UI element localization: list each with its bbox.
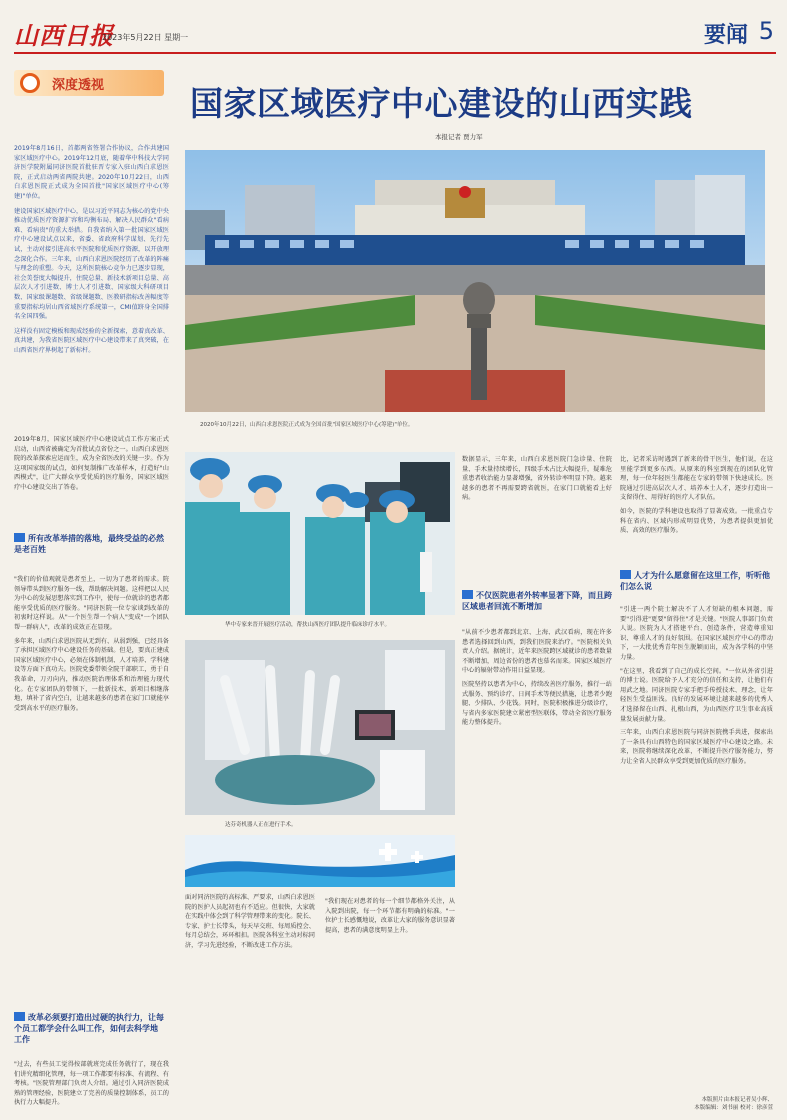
col-d-paragraph-3: "引进一两个院士解决不了人才短缺的根本问题，需要"引得进"更要"留得住"才是关键。"医院人事部门负责人说。医院为人才搭建平台、创造条件，营造尊重知识、尊重人才的良好氛围。在国家区域医疗中心的带动下，一大批优秀青年医生脱颖而出，成为各学科的中坚力量。 <box>620 606 773 661</box>
photo2-caption: 达芬奇机器人正在进行手术。 <box>225 822 297 828</box>
page-headline: 国家区域医疗中心建设的山西实践 <box>190 84 693 123</box>
page-number: 5 <box>758 17 774 45</box>
issue-date: 2023年5月22日 星期一 <box>102 33 189 42</box>
footer-photo-credit: 本版照片由本报记者吴小辉、 <box>701 1097 773 1103</box>
text-column-d2 <box>620 605 773 1080</box>
col-a-paragraph-2: "我们的价值观就是患者至上，一切为了患者的需求。院领导带头到医疗服务一线，帮助解决问题。这样把以人民为中心的发展思想落实到工作中，使每一位就诊的患者都能享受优质的医疗服务。"同济医院一位专家谈到改革的初衷时这样说。从"一个医生帮一个病人"变成"一个团队帮一群病人"，改革的成效正在显现。 <box>14 576 169 631</box>
col-d-paragraph-5: 三年来，山西白求恩医院与同济医院携手共进，探索出了一条具有山西特色的国家区域医疗中心建设之路。未来，医院将继续深化改革，不断提升医疗服务能力，努力让全省人民群众享受到更加优质的医疗服务。 <box>620 729 773 765</box>
col-c-paragraph-3: 医院坚持以患者为中心，持续改善医疗服务，推行一站式服务、预约诊疗、日间手术等便民措施，让患者少跑腿、少排队、少花钱。同时，医院积极推进分级诊疗，与省内多家医院建立紧密型医联体，带动全省医疗服务能力整体提升。 <box>462 680 612 727</box>
byline: 本报记者 贾力军 <box>435 133 483 141</box>
photo1-caption: 华中专家来晋开展医疗活动，帮扶山西医疗团队提升临床诊疗水平。 <box>225 622 391 628</box>
magnifier-icon <box>20 73 40 93</box>
medical-team-illustration <box>185 452 455 615</box>
col-d-paragraph-2: 如今，医院的学科建设也取得了显著成效。一批重点专科在省内、区域内形成明显优势，为患者提供更加优质、高效的医疗服务。 <box>620 507 773 535</box>
col-a-paragraph-3: 多年来，山西白求恩医院从无到有、从弱到强，已经具备了承担区域医疗中心建设任务的基础。但是，要真正建成国家区域医疗中心，必须在体制机制、人才培养、学科建设等方面下真功夫。医院党委带领全院干部职工，勇于自我革命，刀刃向内，推动医院治理体系和治理能力现代化。在专家团队的带领下，一批新技术、新项目相继落地，填补了省内空白，让越来越多的患者在家门口就能享受到高水平的医疗服务。 <box>14 637 169 712</box>
col-a-paragraph-4: "过去，有些员工觉得按部就班完成任务就行了，现在我们讲究精细化管理，每一项工作都要有标准、有流程、有考核。"医院管理部门负责人介绍。通过引入同济医院成熟的管理经验，医院建立了完善的质量控制体系，员工的执行力大幅提升。 <box>14 1061 169 1107</box>
section-tag-label: 深度透视 <box>52 78 105 93</box>
medical-team-photo <box>185 452 455 615</box>
page-footer <box>694 1096 773 1112</box>
text-column-a2 <box>14 575 169 1010</box>
surgical-robot-illustration <box>185 640 455 815</box>
intro-paragraph: 2019年8月16日，首都两省签署合作协议，合作共建国家区域医疗中心。2019年12月底，随着华中科技大学同济医学院附属同济医院首批驻晋专家入驻山西白求恩医院，正式启动两省两院共建。2020年10月22日，山西白求恩医院正式成为全国首批"国家区域医疗中心(筹建)"单位。 <box>14 145 169 200</box>
masthead <box>14 14 776 54</box>
section-title: 要闻 <box>703 23 748 48</box>
left-column <box>14 70 169 355</box>
text-column-a3 <box>14 1060 169 1110</box>
col-b-paragraph-1: 面对同济医院的高标准、严要求，山西白求恩医院的医护人员起初也有不适应。但很快，大家就在实践中体会到了科学管理带来的变化。院长、专家、护士长带头，每天早交班、每周质控会、每月总结会，环环相扣。医院各科室主动对标同济，学习先进经验，不断改进工作方法。 <box>185 894 315 949</box>
subhead-2: 改革必须要打造出过硬的执行力，让每个员工都学会什么叫工作，如何去科学地工作 <box>14 1013 164 1044</box>
decorative-banner <box>185 835 455 887</box>
subhead-3: 不仅医院患者外转率显著下降，而且跨区域患者回流不断增加 <box>462 591 612 611</box>
left-paragraph-3: 这样没有固定模板和现成经验的全新探索，意着真改革、真共建，为我省医院区域医疗中心建设带来了真突破，在山西省医疗界树起了新标杆。 <box>14 327 169 354</box>
col-d-paragraph-1: 比，记者采访时遇到了新来的骨干医生，他们说，在这里能学到更多东西。从原来的科室到现在的团队化管理，每一位年轻医生都能在专家的带领下快速成长。医院通过引进高层次人才、培养本土人才，逐步打造出一支留得住、用得好的医疗人才队伍。 <box>620 456 773 502</box>
col-b-paragraph-2: "我们现在对患者的每一个细节都格外关注，从入院到出院，每一个环节都有明确的标准。"一位护士长感慨地说，改革让大家的服务意识显著提高，患者的满意度明显上升。 <box>325 898 455 934</box>
surgical-robot-photo <box>185 640 455 815</box>
subhead-marker-icon <box>14 1012 25 1021</box>
hospital-illustration <box>185 150 765 412</box>
text-column-c2 <box>462 628 612 1108</box>
col-c-paragraph-2: "从前不少患者都到北京、上海、武汉看病，现在许多患者选择回到山西，到我们医院来治疗。"医院相关负责人介绍。据统计，近年来医院跨区域就诊的患者数量不断增加，周边省份的患者也慕名而来。国家区域医疗中心的辐射带动作用日益显现。 <box>462 629 612 675</box>
subhead-marker-icon <box>462 590 473 599</box>
text-column-b <box>185 893 455 1108</box>
col-a-paragraph-1: 2019年8月，国家区域医疗中心建设试点工作方案正式启动，山西省被确定为首批试点省份之一。山西白求恩医院的改革探索应运而生，成为全省医改的关键一步。作为这项国家级的试点，如何复制推广改革样本，打造好"山西模式"，让广大群众享受优质的医疗服务，国家区域医疗中心建设交出了答卷。 <box>14 436 169 491</box>
subhead-marker-icon <box>620 570 631 579</box>
hospital-photo <box>185 150 765 412</box>
text-column-d <box>620 455 773 565</box>
hero-caption: 2020年10月22日，山西白求恩医院正式成为全国首批"国家区域医疗中心(筹建)"单位。 <box>200 422 414 428</box>
decorative-waves <box>185 835 455 887</box>
subhead-1: 所有改革举措的落地，最终受益的必然是老百姓 <box>14 534 164 554</box>
section-tag <box>14 70 164 96</box>
col-d-paragraph-4: "在这里，我看到了自己的成长空间。"一位从外省引进的博士说。医院给予人才充分的信任和支持，让他们有用武之地。同济医院专家手把手传授技术、理念，让年轻医生受益匪浅。良好的发展环境让越来越多的优秀人才选择留在山西、扎根山西，为山西医疗卫生事业高质量发展贡献力量。 <box>620 667 773 723</box>
col-c-paragraph-1: 数据显示，三年来，山西白求恩医院门急诊量、住院量、手术量持续增长，四级手术占比大幅提升，疑难危重患者收治能力显著增强，省外转诊率明显下降。越来越多的患者不再需要跨省就医，在家门口就能看上好病。 <box>462 456 612 502</box>
subhead-marker-icon <box>14 533 25 542</box>
left-paragraph-2: 建设国家区域医疗中心，是以习近平同志为核心的党中央推动优质医疗资源扩容和均衡布局、解决人民群众"看病难、看病贵"的重大举措。自我省纳入第一批国家区域医疗中心建设试点以来，省委、省政府科学谋划、先行先试，主动对接引进高水平医院和优质医疗资源，以开放理念深化合作。三年来，山西白求恩医院经历了改革的阵痛与理念的重塑。今天，这所医院核心竞争力已逐步显现，社会美誉度大幅提升，住院总量、新技术新项目总量、高层次人才引进数、博士人才引进数、国家级大科研项目数、国家级课题数、省级课题数、医教研指标改善幅度等重要指标均居山西省域医疗系统第一，CMI值跻身全国排名全国四强。 <box>14 207 169 321</box>
subhead-4: 人才为什么愿意留在这里工作，听听他们怎么说 <box>620 571 770 591</box>
newspaper-logo: 山西日报 <box>14 21 114 50</box>
text-column-c <box>462 455 612 580</box>
footer-editor-credit: 本版编辑：刘书丽 校对：徐彦萱 <box>694 1105 773 1111</box>
